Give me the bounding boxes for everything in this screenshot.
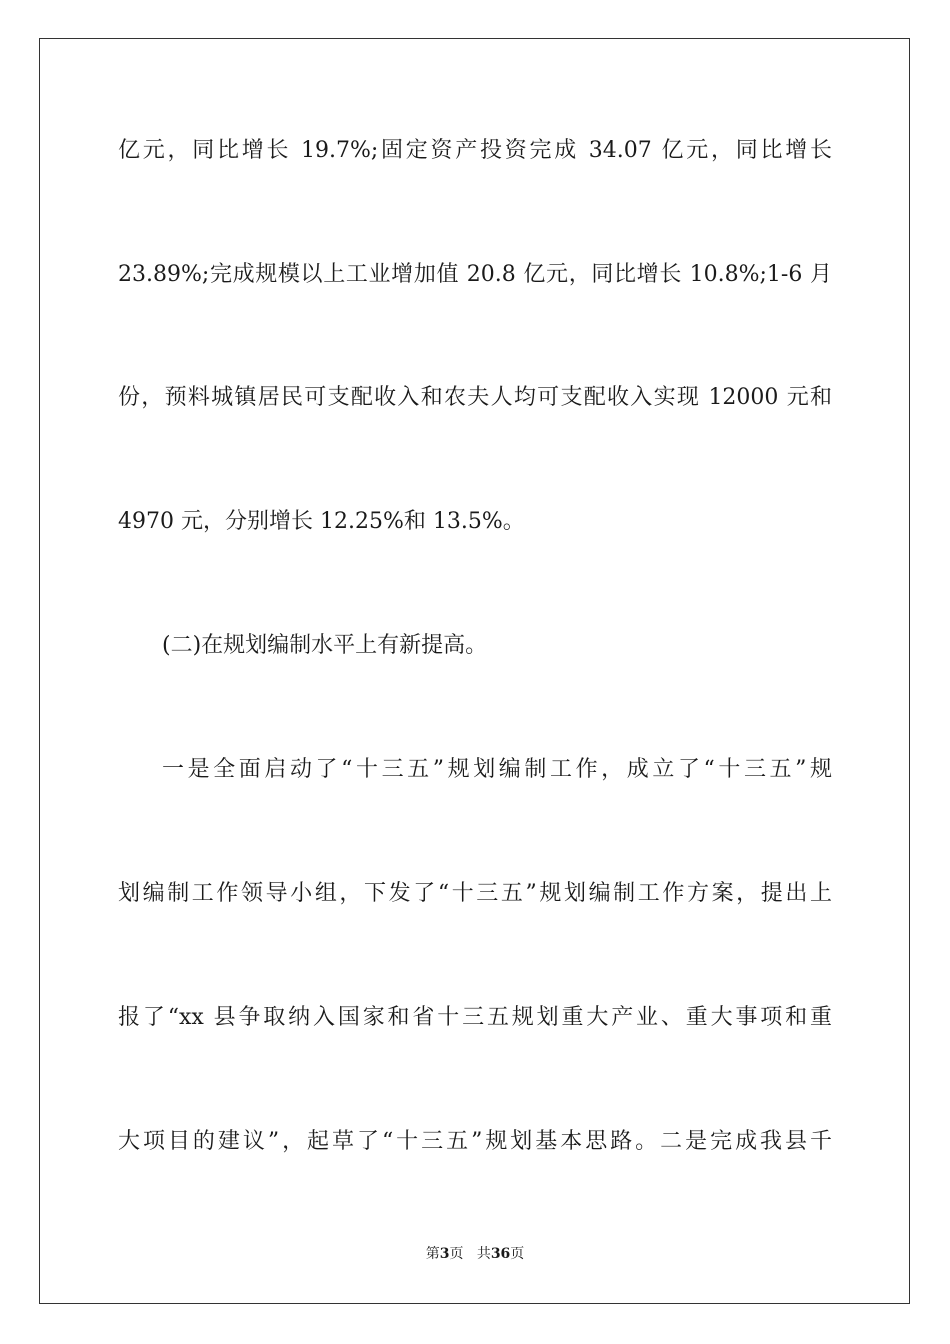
text-line-8: 报了“xx 县争取纳入国家和省十三五规划重大产业、重大事项和重 xyxy=(118,1005,832,1030)
page-footer xyxy=(0,1245,950,1263)
section-heading: (二)在规划编制水平上有新提高。 xyxy=(162,633,488,658)
total-pages-number: 36 xyxy=(490,1246,511,1262)
page-border xyxy=(39,38,910,1304)
footer-prefix: 第 xyxy=(425,1246,440,1262)
text-line-6: 一是全面启动了“十三五”规划编制工作，成立了“十三五”规 xyxy=(162,757,832,782)
footer-total-suffix: 页 xyxy=(510,1246,525,1262)
text-line-9: 大项目的建议”，起草了“十三五”规划基本思路。二是完成我县千 xyxy=(118,1129,832,1154)
text-line-3: 份，预料城镇居民可支配收入和农夫人均可支配收入实现 12000 元和 xyxy=(118,385,832,410)
current-page-number: 3 xyxy=(439,1246,450,1262)
text-line-2: 23.89%;完成规模以上工业增加值 20.8 亿元，同比增长 10.8%;1-6 月 xyxy=(118,262,832,287)
text-line-7: 划编制工作领导小组，下发了“十三五”规划编制工作方案，提出上 xyxy=(118,881,832,906)
text-line-4: 4970 元，分别增长 12.25%和 13.5%。 xyxy=(118,509,525,534)
footer-page-word: 页 xyxy=(449,1246,464,1262)
text-line-1: 亿元，同比增长 19.7%;固定资产投资完成 34.07 亿元，同比增长 xyxy=(118,138,832,163)
footer-total-prefix: 共 xyxy=(476,1246,491,1262)
